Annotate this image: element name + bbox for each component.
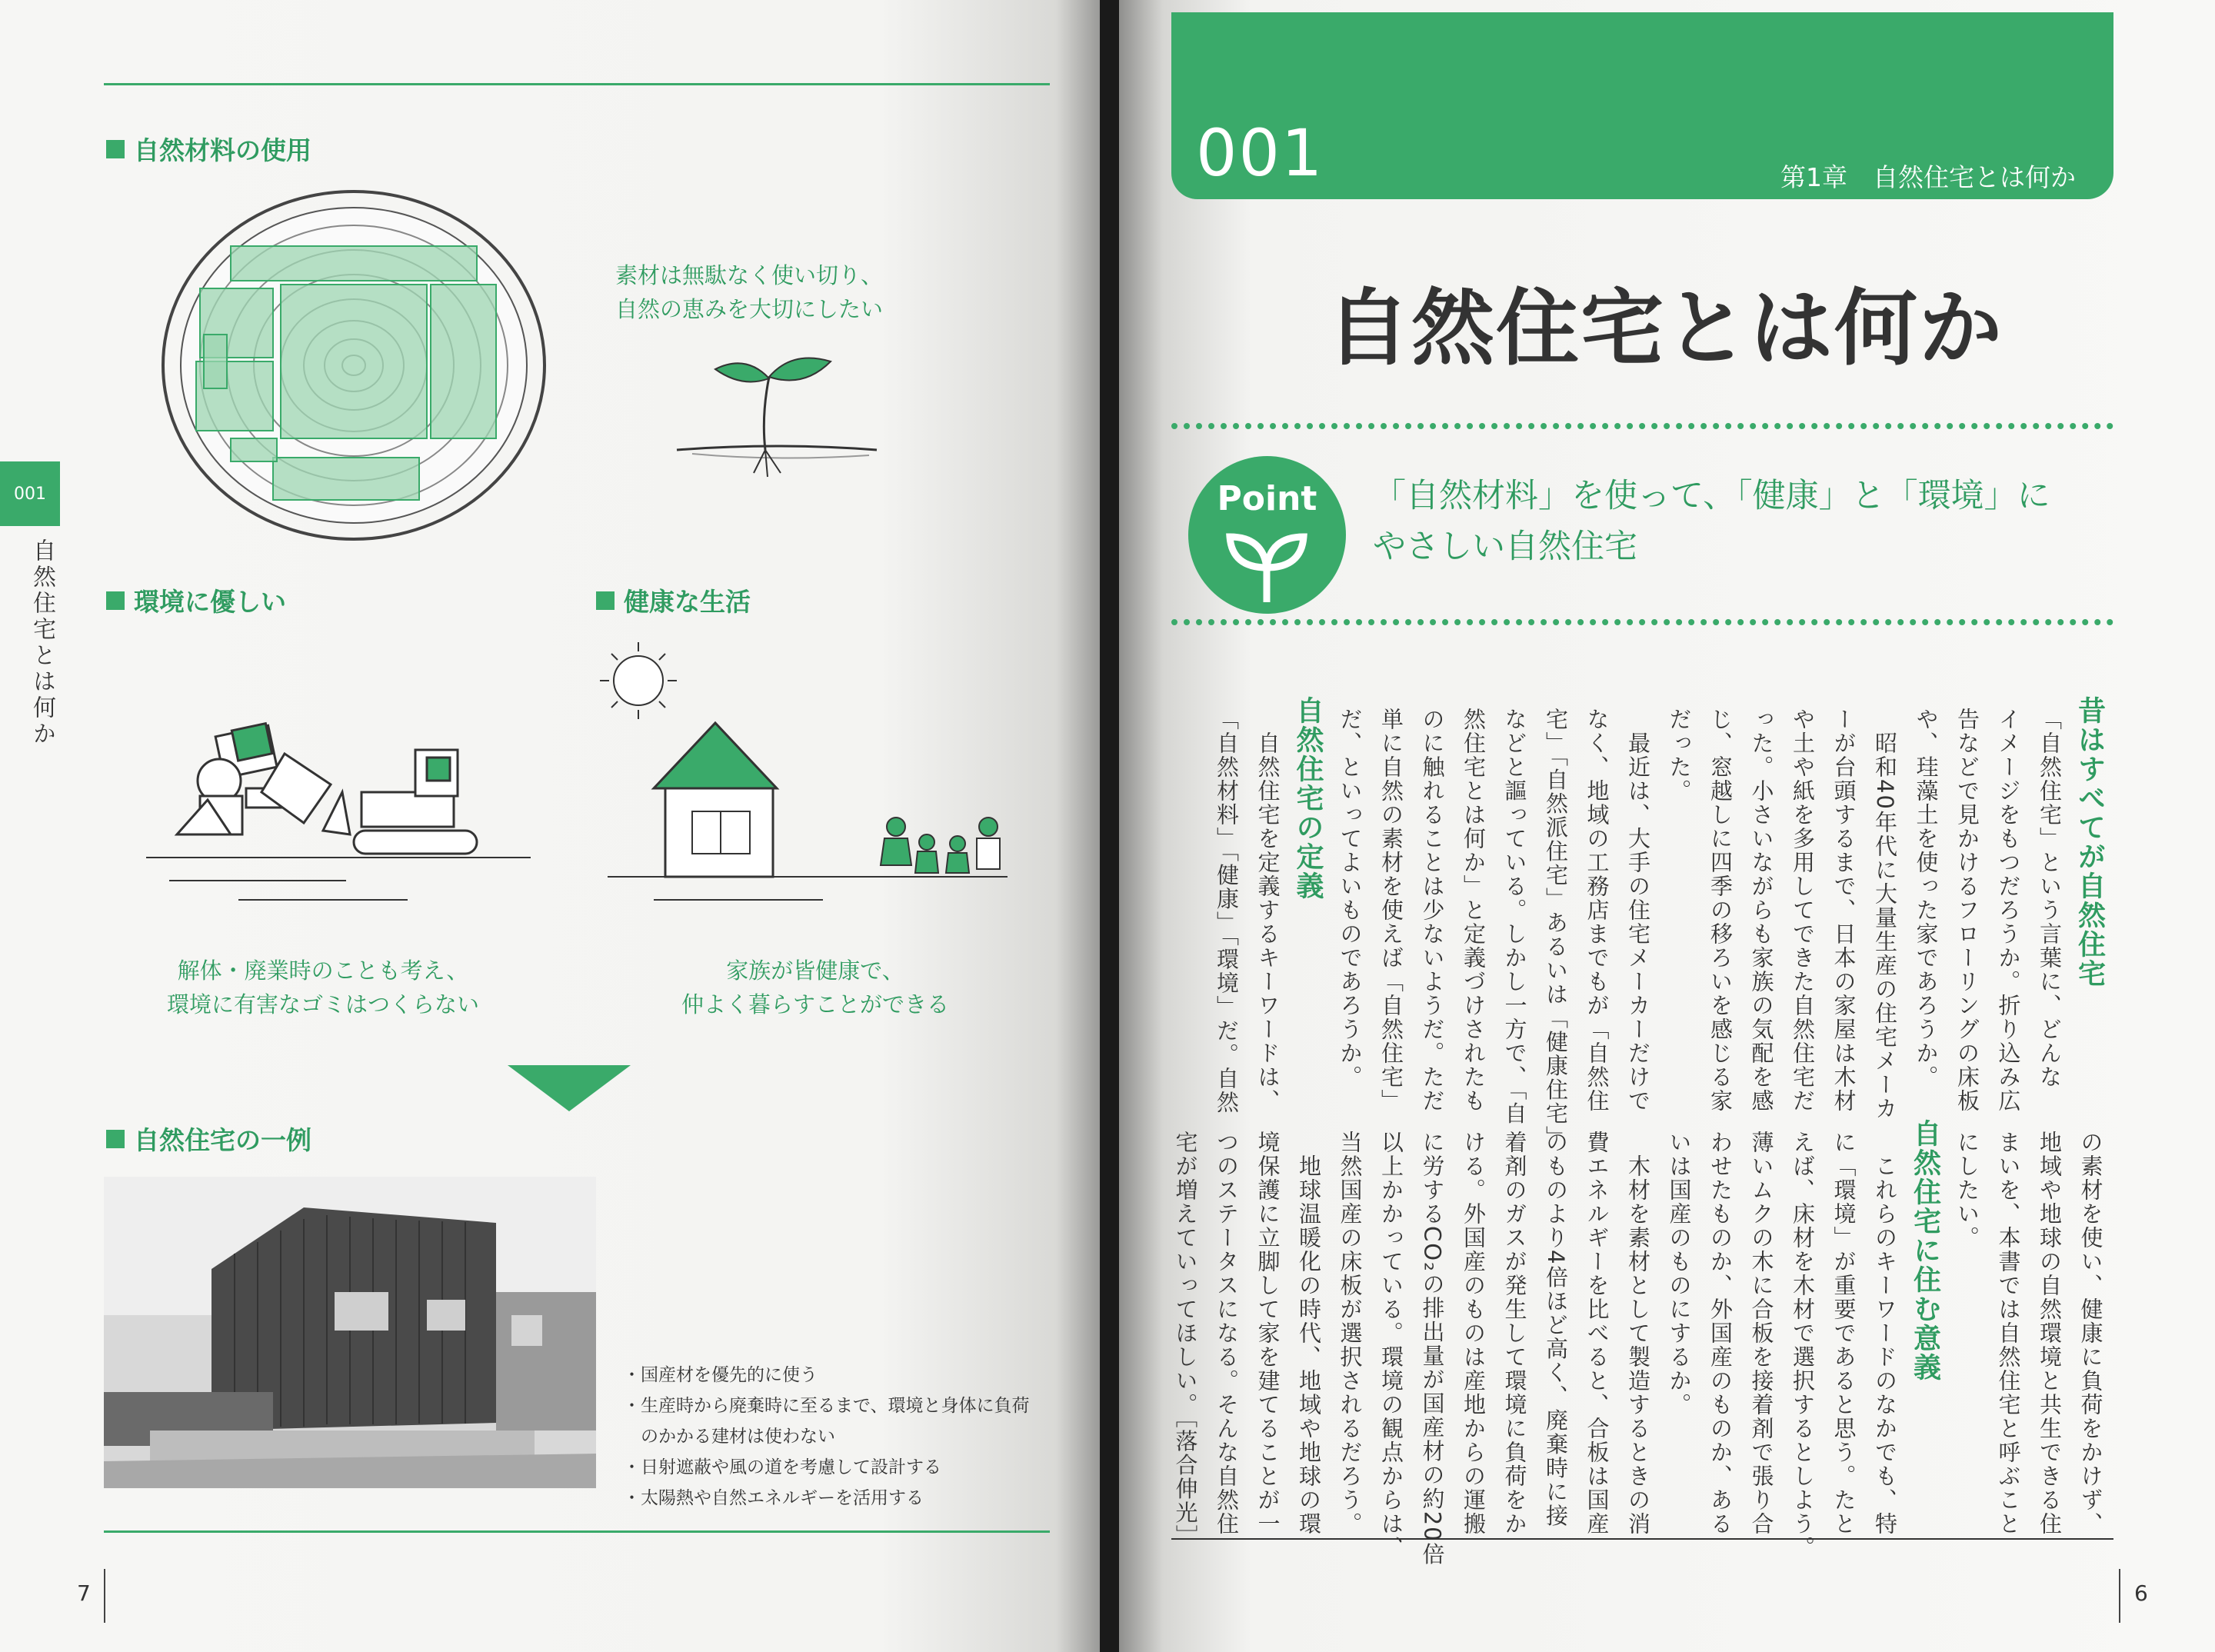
section-heading: 昔はすべてが自然住宅 (2073, 696, 2106, 988)
text-column: 「自然住宅」という言葉に、どんな (2037, 708, 2063, 1089)
text-column: などと謳っている。しかし一方で、「自 (1501, 708, 1528, 1126)
down-arrow-icon (508, 1065, 631, 1111)
text-column: じ、窓越しに四季の移ろいを感じる家 (1707, 708, 1734, 1113)
text-column: 単に自然の素材を使えば「自然住宅」 (1378, 708, 1404, 1113)
sprout-icon (669, 346, 884, 485)
text-column: った。小さいながらも家族の気配を感 (1748, 708, 1775, 1113)
text-column: 最近は、大手の住宅メーカーだけで (1625, 708, 1651, 1113)
side-chapter-title: 自然住宅とは何か (28, 538, 55, 748)
left-page (0, 0, 1100, 1652)
text-column: 宅が増えていってほしい。［落合伸光］ (1172, 1131, 1199, 1549)
section-health: 健康な生活 (596, 582, 751, 618)
point-summary: 「自然材料」を使って、「健康」と「環境」に やさしい自然住宅 (1373, 477, 2050, 566)
house-example-photo (104, 1177, 596, 1488)
page-number: 6 (2134, 1580, 2148, 1606)
text-column: 費エネルギーを比べると、合板は国産 (1584, 1131, 1610, 1536)
text-column: に労するCO₂の排出量が国産材の約20倍 (1419, 1131, 1446, 1567)
log-cross-section-illustration (158, 185, 550, 546)
text-column: 地域や地球の自然環境と共生できる住 (2037, 1131, 2063, 1536)
text-column: ける。外国産のものは産地からの運搬 (1461, 1131, 1487, 1536)
text-column: の素材を使い、健康に負荷をかけず、 (2077, 1131, 2104, 1536)
section-materials: 自然材料の使用 (106, 131, 311, 167)
text-column: に「環境」が重要であると思う。たと (1830, 1131, 1857, 1536)
section-example: 自然住宅の一例 (106, 1121, 311, 1157)
right-page (1119, 0, 2215, 1652)
dotted-divider-bottom (1171, 619, 2113, 625)
page-title: 自然住宅とは何か (1327, 281, 2004, 377)
text-column: まいを、本書では自然住宅と呼ぶこと (1995, 1131, 2022, 1536)
text-column: つのステータスになる。そんな自然住 (1214, 1131, 1240, 1536)
text-column: 境保護に立脚して家を建てることが一 (1254, 1131, 1281, 1536)
bottom-rule (104, 1530, 1050, 1533)
text-column: これらのキーワードのなかでも、特 (1872, 1131, 1898, 1536)
sprout-icon (1221, 521, 1313, 606)
text-column: 自然住宅を定義するキーワードは、 (1254, 708, 1281, 1113)
text-column: 木材を素材として製造するときの消 (1625, 1131, 1651, 1536)
bulldozer-illustration (146, 692, 546, 908)
text-column: ーが台頭するまで、日本の家屋は木材 (1830, 708, 1857, 1113)
list-item: ・太陽熱や自然エネルギーを活用する (623, 1488, 924, 1508)
text-column: のに触れることは少ないようだ。ただ (1419, 708, 1446, 1113)
chapter-label: 第1章 自然住宅とは何か (1780, 162, 2076, 192)
example-feature-list (623, 1360, 1084, 1514)
text-column: にしたい。 (1954, 1131, 1980, 1250)
top-rule (104, 83, 1050, 85)
chapter-tab: 001 (0, 461, 60, 526)
list-item: ・生産時から廃棄時に至るまで、環境と身体に負荷 (623, 1396, 1030, 1416)
text-column: なく、地域の工務店までもが「自然住 (1584, 708, 1610, 1113)
text-column: だ、といってよいものであろうか。 (1337, 708, 1364, 1089)
text-column: わせたものか、外国産のものか、ある (1707, 1131, 1734, 1536)
section-heading: 自然住宅の定義 (1292, 696, 1324, 901)
page-number: 7 (77, 1580, 91, 1606)
square-bullet-icon (106, 1130, 125, 1148)
text-column: えば、床材を木材で選択するとしよう。 (1790, 1131, 1816, 1560)
caption-environment: 解体・廃業時のことも考え、 環境に有害なゴミはつくらない (166, 958, 479, 1018)
square-bullet-icon (596, 591, 615, 610)
text-column: 薄いムクの木に合板を接着剤で張り合 (1748, 1131, 1775, 1536)
text-column: 当然国産の床板が選択されるだろう。 (1337, 1131, 1364, 1536)
list-item: ・日射遮蔽や風の道を考慮して設計する (623, 1457, 941, 1477)
section-heading: 自然住宅に住む意義 (1909, 1119, 1941, 1382)
text-column: 「自然材料」「健康」「環境」だ。自然 (1214, 708, 1240, 1114)
square-bullet-icon (106, 591, 125, 610)
section-number: 001 (1196, 115, 1324, 191)
square-bullet-icon (106, 140, 125, 158)
text-column: イメージをもつだろうか。折り込み広 (1995, 708, 2022, 1113)
text-column: や、珪藻土を使った家であろうか。 (1913, 708, 1940, 1089)
text-column: だった。 (1666, 708, 1693, 803)
page-number-divider (2119, 1569, 2120, 1623)
point-badge: Point (1188, 456, 1346, 614)
list-item: ・国産材を優先的に使う (623, 1365, 818, 1385)
list-item: のかかる建材は使わない (623, 1427, 835, 1447)
dotted-divider-top (1171, 423, 2113, 429)
text-column: 告などで見かけるフローリングの床板 (1954, 708, 1980, 1113)
text-column: 以上かかっている。環境の観点からは、 (1378, 1131, 1404, 1560)
text-column: いは国産のものにするか。 (1666, 1131, 1693, 1417)
text-column: 宅」「自然派住宅」あるいは「健康住宅」 (1543, 708, 1569, 1150)
text-column: のものより4倍ほど高く、廃棄時に接 (1543, 1131, 1569, 1528)
house-family-illustration (592, 642, 1023, 904)
text-column: 昭和40年代に大量生産の住宅メーカ (1872, 708, 1898, 1121)
text-column: 着剤のガスが発生して環境に負荷をか (1501, 1131, 1528, 1536)
bottom-rule (1171, 1538, 2113, 1540)
text-column: 地球温暖化の時代、地域や地球の環 (1296, 1131, 1322, 1536)
caption-health: 家族が皆健康で、 仲よく暮らすことができる (681, 958, 949, 1018)
text-column: 然住宅とは何か」と定義づけされたも (1461, 708, 1487, 1113)
caption-materials: 素材は無駄なく使い切り、 自然の恵みを大切にしたい (615, 262, 884, 322)
text-column: や土や紙を多用してできた自然住宅だ (1790, 708, 1816, 1113)
section-environment: 環境に優しい (106, 582, 286, 618)
page-number-divider (104, 1569, 105, 1623)
